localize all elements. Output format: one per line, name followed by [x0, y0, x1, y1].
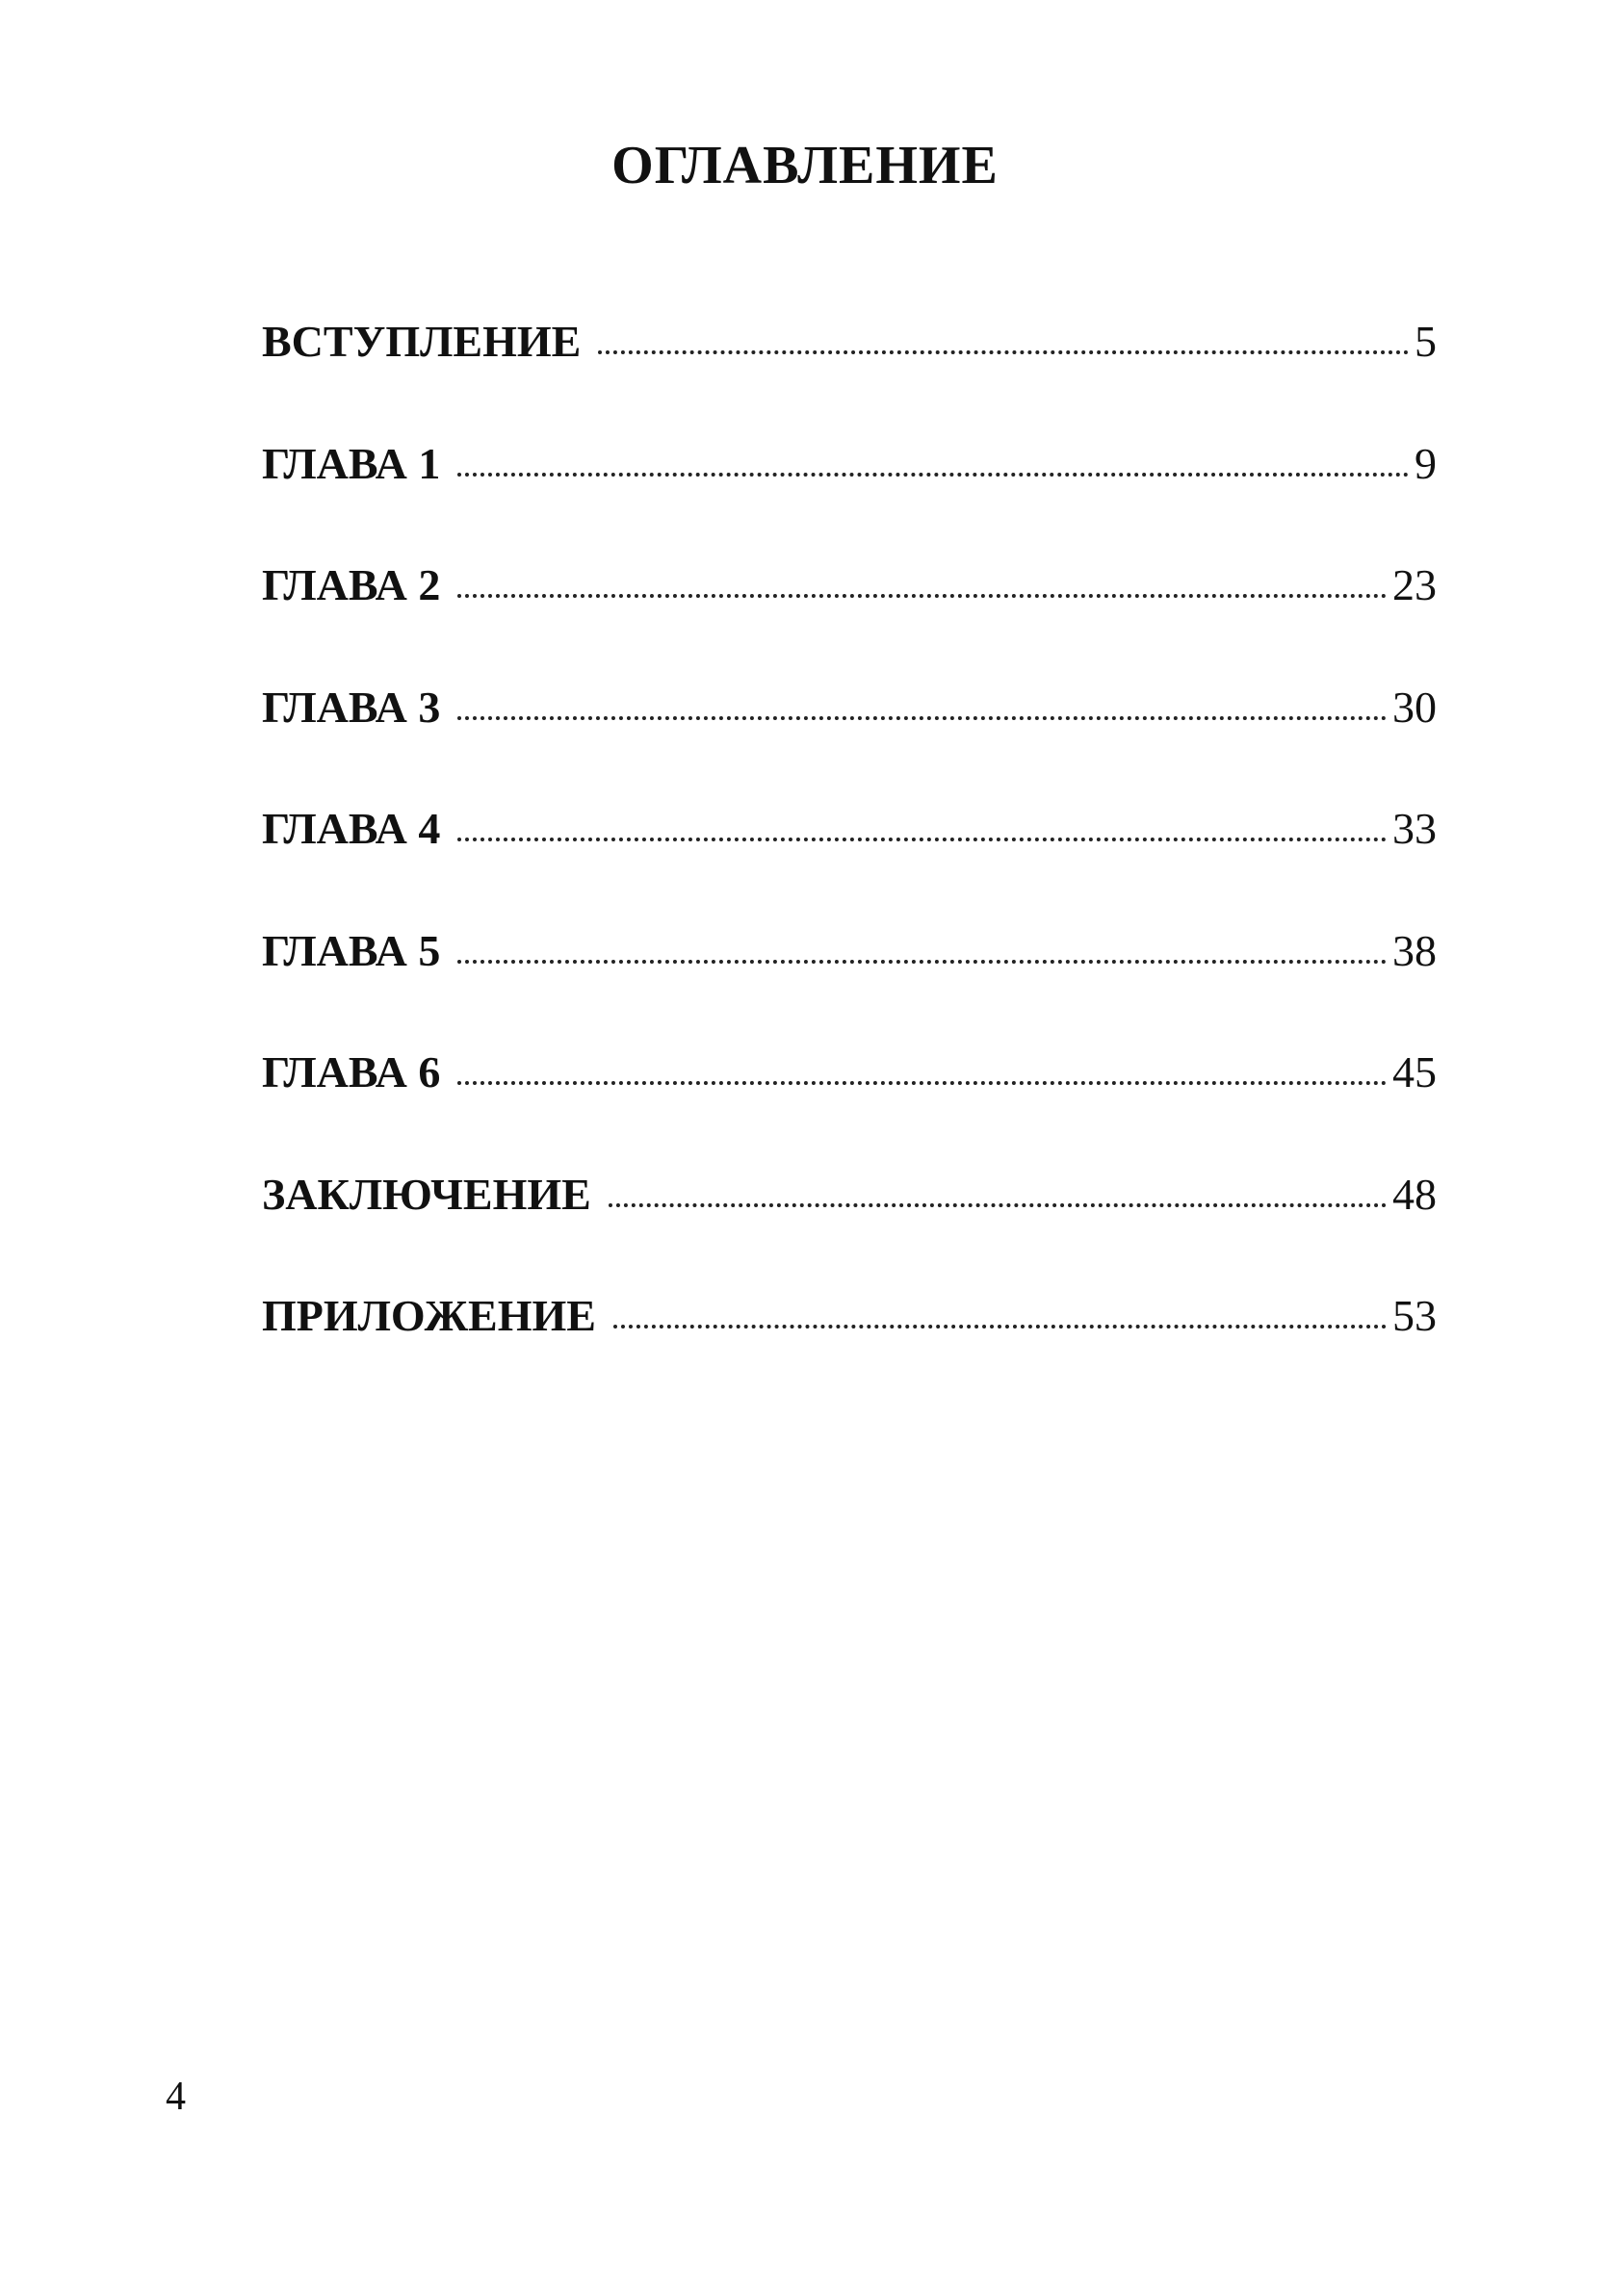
dot-leader — [457, 594, 1387, 598]
table-of-contents — [262, 313, 1437, 1409]
toc-entry-page: 38 — [1392, 925, 1437, 975]
toc-entry-page: 48 — [1392, 1169, 1437, 1219]
toc-entry-introduction[interactable] — [262, 313, 1437, 435]
toc-entry-page: 45 — [1392, 1047, 1437, 1096]
toc-entry-label: ПРИЛОЖЕНИЕ — [262, 1291, 596, 1340]
page-number: 4 — [166, 2075, 186, 2119]
toc-entry-conclusion[interactable] — [262, 1166, 1437, 1288]
toc-entry-chapter-4[interactable] — [262, 800, 1437, 922]
toc-entry-page: 30 — [1392, 682, 1437, 732]
toc-entry-page: 5 — [1415, 317, 1437, 366]
toc-entry-chapter-2[interactable] — [262, 556, 1437, 679]
dot-leader — [457, 716, 1387, 720]
toc-entry-label: ГЛАВА 3 — [262, 682, 441, 732]
toc-entry-page: 33 — [1392, 804, 1437, 853]
toc-entry-label: ГЛАВА 2 — [262, 560, 441, 609]
toc-entry-chapter-3[interactable] — [262, 679, 1437, 801]
toc-entry-page: 53 — [1392, 1291, 1437, 1340]
toc-entry-chapter-1[interactable] — [262, 435, 1437, 557]
toc-entry-label: ВСТУПЛЕНИЕ — [262, 317, 582, 366]
toc-entry-chapter-6[interactable] — [262, 1044, 1437, 1166]
toc-entry-page: 9 — [1415, 438, 1437, 488]
toc-entry-label: ГЛАВА 6 — [262, 1047, 441, 1096]
dot-leader — [457, 1081, 1387, 1085]
dot-leader — [457, 838, 1387, 841]
toc-entry-label: ГЛАВА 5 — [262, 925, 441, 975]
dot-leader — [598, 350, 1409, 354]
toc-entry-label: ЗАКЛЮЧЕНИЕ — [262, 1169, 591, 1219]
dot-leader — [609, 1203, 1387, 1207]
toc-entry-page: 23 — [1392, 560, 1437, 609]
dot-leader — [613, 1325, 1387, 1329]
dot-leader — [457, 473, 1409, 477]
toc-entry-label: ГЛАВА 4 — [262, 804, 441, 853]
dot-leader — [457, 960, 1387, 964]
toc-entry-label: ГЛАВА 1 — [262, 438, 441, 488]
page-title: ОГЛАВЛЕНИЕ — [611, 136, 999, 195]
toc-entry-appendix[interactable] — [262, 1287, 1437, 1409]
toc-entry-chapter-5[interactable] — [262, 922, 1437, 1045]
